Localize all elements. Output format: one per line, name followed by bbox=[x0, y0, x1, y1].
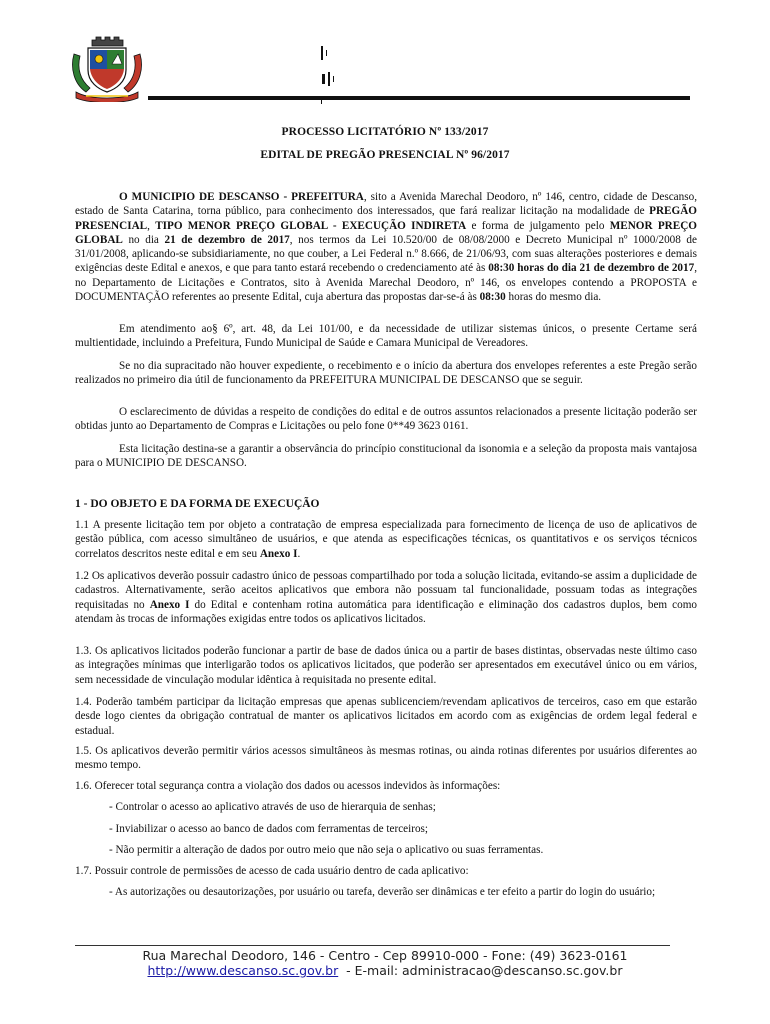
municipality-name: O MUNICIPIO DE DESCANSO - PREFEITURA bbox=[119, 191, 364, 203]
list-item-text: - Não permitir a alteração de dados por outro meio que não seja o aplicativo ou suas ferramentas. bbox=[109, 844, 544, 856]
header-mark bbox=[321, 100, 322, 104]
section-title: 1 - DO OBJETO E DA FORMA DE EXECUÇÃO bbox=[75, 498, 320, 510]
header-divider bbox=[148, 96, 690, 100]
clause-1-2 bbox=[75, 569, 697, 626]
paragraph-text: Em atendimento ao§ 6º, art. 48, da Lei 101/00, e da necessidade de utilizar sistemas únicos, o presente Certame será multientidade, incluindo a Prefeitura, Fundo Municipal de Saúde e Camara Municipal de Vereadores. bbox=[75, 323, 697, 350]
intro-paragraph bbox=[75, 190, 697, 304]
paragraph-isonomy bbox=[75, 442, 697, 471]
header-mark bbox=[326, 50, 327, 56]
text-run: , nos termos da Lei 10.520/00 de 08/08/2000 e Decreto Municipal nº 1000/2008 de 31/01/2008, aplicando-se subsidiariamente, no que couber, a Lei Federal n.º 8.666, de 21/06/93, com suas alterações posteriores e demais exigências deste Edital e anexos, e que para tanto estará recebendo o credenciamento até às bbox=[75, 233, 697, 275]
clause-1-5 bbox=[75, 744, 697, 773]
list-item-text: - Controlar o acesso ao aplicativo através de uso de hierarquia de senhas; bbox=[109, 801, 436, 813]
footer-divider bbox=[75, 945, 670, 946]
text-run: e forma de julgamento pelo bbox=[466, 219, 610, 232]
municipal-crest-logo bbox=[68, 34, 146, 102]
text-run: 1.2 Os aplicativos deverão possuir cadastro único de pessoas compartilhado por toda a solução licitada, evitando-se assim a duplicidade de cadastros. Alternativamente, serão aceitos aplicativos que embora não possuam tal funcionalidade, possuam todas as integrações requisitadas no bbox=[75, 570, 697, 611]
paragraph-text: 1.4. Poderão também participar da licitação empresas que apenas sublicenciem/revendam aplicativos de terceiros, caso em que estarão desde logo cientes da obrigação contratual de manter os aplicativos licitados em acordo com as exigências de ordem legal federal e estadual. bbox=[75, 696, 697, 737]
paragraph-multientity bbox=[75, 322, 697, 351]
header-mark bbox=[322, 74, 325, 84]
list-item bbox=[75, 822, 697, 836]
clause-1-3 bbox=[75, 644, 697, 687]
paragraph-text: 1.6. Oferecer total segurança contra a violação dos dados ou acessos indevidos às informações: bbox=[75, 780, 501, 792]
paragraph-clarifications bbox=[75, 405, 697, 434]
edital-title: EDITAL DE PREGÃO PRESENCIAL Nº 96/2017 bbox=[260, 149, 510, 161]
opening-time: 08:30 bbox=[479, 291, 506, 304]
list-item bbox=[75, 885, 697, 899]
paragraph-text: Esta licitação destina-se a garantir a observância do princípio constitucional da isonomia e a seleção da proposta mais vantajosa para o MUNICIPIO DE DESCANSO. bbox=[75, 443, 697, 470]
bid-type: TIPO MENOR PREÇO GLOBAL - EXECUÇÃO INDIRETA bbox=[155, 219, 467, 232]
clause-1-1 bbox=[75, 518, 697, 561]
paragraph-text: O esclarecimento de dúvidas a respeito de condições do edital e de outros assuntos relacionados a presente licitação poderão ser obtidas junto ao Departamento de Compras e Licitações ou pelo fone 0**49 3623 0161. bbox=[75, 406, 697, 433]
text-run: no dia bbox=[122, 233, 165, 246]
list-item bbox=[75, 843, 697, 857]
accreditation-deadline: 08:30 horas do dia 21 de dezembro de 2017 bbox=[488, 262, 695, 275]
footer-address: Rua Marechal Deodoro, 146 - Centro - Cep 89910-000 - Fone: (49) 3623-0161 bbox=[142, 948, 628, 963]
modality: PREGÃO PRESENCIAL bbox=[75, 205, 697, 232]
text-run: , sito a Avenida Marechal Deodoro, nº 146, centro, cidade de Descanso, estado de Santa Catarina, torna público, para conhecimento dos interessados, que fará realizar licitação na modalidade de bbox=[75, 191, 697, 218]
text-run: . bbox=[297, 547, 301, 560]
text-run: do Edital e contenham rotina automática para identificação e eliminação dos cadastros duplos, bem como atendam às trocas de informações exigidas entre todos os aplicativos licitados. bbox=[75, 598, 698, 625]
footer-contact bbox=[0, 963, 770, 978]
paragraph-text: 1.7. Possuir controle de permissões de acesso de cada usuário dentro de cada aplicativo: bbox=[75, 865, 469, 877]
clause-1-4 bbox=[75, 695, 697, 738]
list-item-text: - Inviabilizar o acesso ao banco de dados com ferramentas de terceiros; bbox=[109, 823, 429, 835]
judgement-criterion: MENOR PREÇO GLOBAL bbox=[75, 219, 697, 246]
header-mark bbox=[328, 72, 330, 86]
footer-email: - E-mail: administracao@descanso.sc.gov.br bbox=[338, 963, 623, 978]
header-mark bbox=[321, 46, 323, 60]
list-item bbox=[75, 800, 697, 814]
paragraph-no-business-day bbox=[75, 359, 697, 388]
text-run: horas do mesmo dia. bbox=[505, 291, 602, 304]
header-mark bbox=[333, 76, 334, 82]
annex-ref: Anexo I bbox=[259, 547, 298, 560]
paragraph-text: 1.3. Os aplicativos licitados poderão funcionar a partir de base de dados única ou a partir de bases distintas, observadas neste último caso as integrações mínimas que interligarão todos os aplicativos licitados, que poderão ser apresentados em executável único ou em vários, sem necessidade de vinculação modular idêntica à requisitada no presente edital. bbox=[75, 645, 697, 686]
process-title: PROCESSO LICITATÓRIO Nº 133/2017 bbox=[281, 126, 489, 138]
clause-1-7 bbox=[75, 864, 697, 878]
text-run: , bbox=[147, 219, 156, 232]
list-item-text: - As autorizações ou desautorizações, por usuário ou tarefa, deverão ser dinâmicas e ter efeito a partir do login do usuário; bbox=[109, 886, 656, 898]
website-link[interactable]: http://www.descanso.sc.gov.br bbox=[147, 963, 339, 978]
paragraph-text: 1.5. Os aplicativos deverão permitir vários acessos simultâneos às mesmas rotinas, ou ainda rotinas diferentes por usuários diferentes ao mesmo tempo. bbox=[75, 745, 697, 772]
text-run: 1.1 A presente licitação tem por objeto a contratação de empresa especializada para fornecimento de licença de uso de aplicativos de gestão pública, com acesso simultâneo de usuários, e que atenda as especificações técnicas, os quantitativos e os serviços técnicos correlatos descritos neste edital e em seu bbox=[75, 519, 697, 560]
clause-1-6 bbox=[75, 779, 697, 793]
annex-ref: Anexo I bbox=[149, 598, 190, 611]
text-run: , no Departamento de Licitações e Contratos, sito à Avenida Marechal Deodoro, nº 146, os envelopes contendo a PROPOSTA e DOCUMENTAÇÃO referentes ao presente Edital, cuja abertura das propostas dar-se-á às bbox=[75, 262, 698, 304]
bid-date: 21 de dezembro de 2017 bbox=[164, 233, 290, 246]
paragraph-text: Se no dia supracitado não houver expediente, o recebimento e o início da abertura dos envelopes referentes a este Pregão serão realizados no primeiro dia útil de funcionamento da PREFEITURA MUNICIPAL DE DESCANSO que se seguir. bbox=[75, 360, 697, 387]
